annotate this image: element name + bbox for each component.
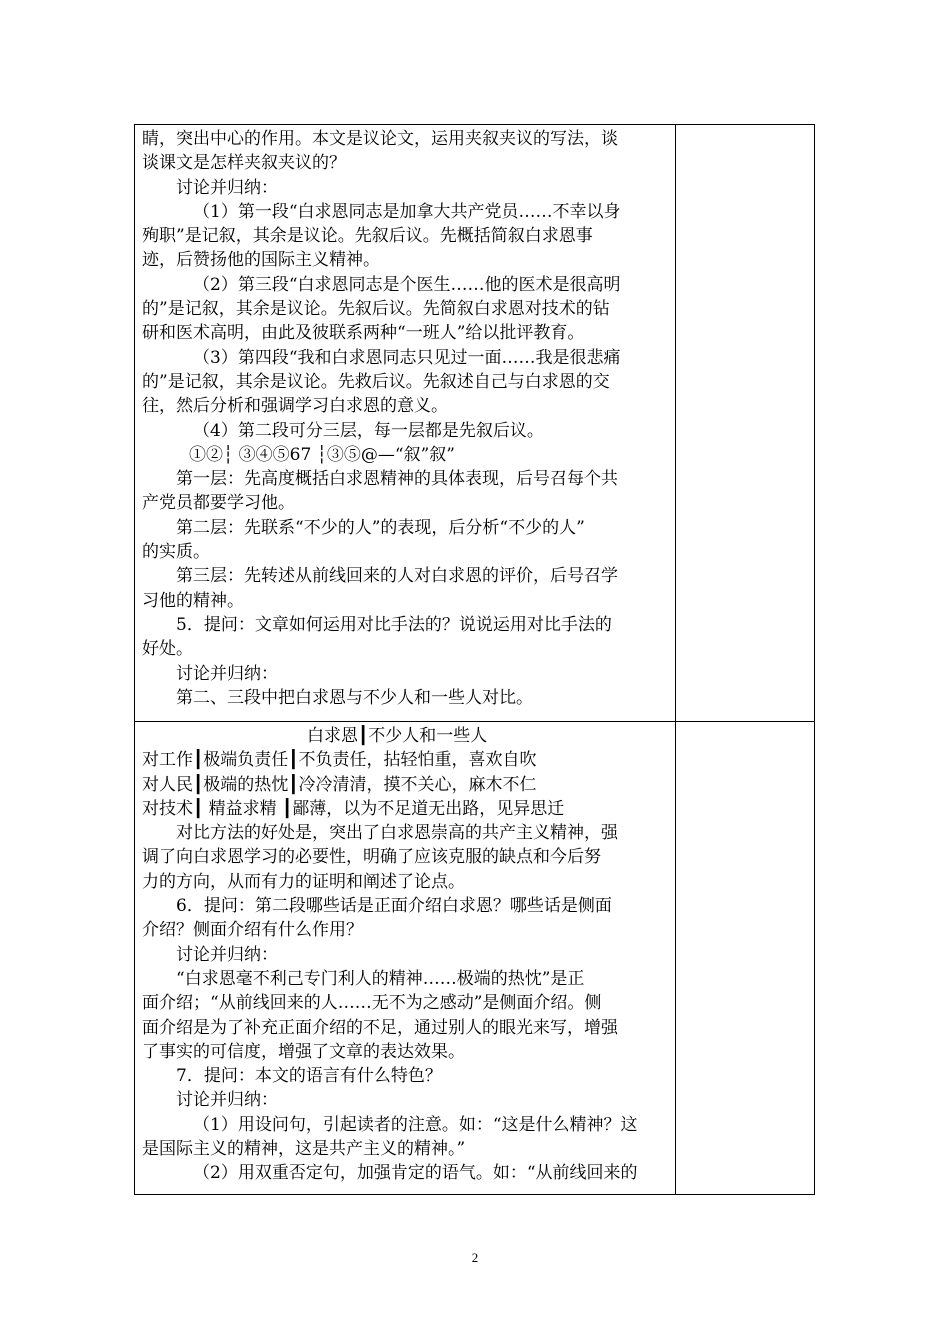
text-line: 对比方法的好处是，突出了白求恩崇高的共产主义精神，强	[176, 823, 618, 844]
text-line: （4）第二段可分三层，每一层都是先叙后议。	[193, 420, 544, 441]
text-line: 了事实的可信度，增强了文章的表达效果。	[142, 1041, 465, 1062]
text-line: 对人民┃极端的热忱┃冷冷清清，摸不关心，麻木不仁	[142, 774, 537, 795]
text-line: 研和医术高明，由此及彼联系两种“一班人”给以批评教育。	[142, 323, 585, 344]
text-line: 面介绍是为了补充正面介绍的不足，通过别人的眼光来写，增强	[142, 1017, 618, 1038]
text-line: 是国际主义的精神，这是共产主义的精神。”	[142, 1139, 466, 1160]
text-line: ①②┆ ③④⑤67 ┆③⑤@—“叙”叙”	[189, 444, 455, 465]
text-line: 谈课文是怎样夹叙夹议的？	[142, 153, 346, 174]
row-text	[135, 722, 675, 1186]
lesson-table	[134, 124, 815, 1195]
text-line: 白求恩┃不少人和一些人	[307, 726, 488, 746]
text-line: 的”是记叙，其余是议论。先救后议。先叙述自己与白求恩的交	[142, 371, 610, 392]
text-line: 力的方向，从而有力的证明和阐述了论点。	[142, 871, 465, 892]
text-line: （3）第四段“我和白求恩同志只见过一面……我是很悲痛	[193, 347, 621, 368]
text-line: 介绍？侧面介绍有什么作用？	[142, 920, 363, 941]
text-line: 的实质。	[142, 542, 210, 563]
table-row	[135, 125, 815, 722]
text-line: 面介绍；“从前线回来的人……无不为之感动”是侧面介绍。侧	[142, 993, 602, 1014]
text-line: 好处。	[142, 639, 193, 660]
text-line: 第三层：先转述从前线回来的人对白求恩的评价，后号召学	[176, 566, 618, 587]
text-line: （2）第三段“白求恩同志是个医生……他的医术是很高明	[193, 274, 621, 295]
notes-cell	[676, 722, 815, 1195]
text-line: “白求恩毫不利己专门利人的精神……极端的热忱”是正	[176, 968, 585, 989]
text-line: 迹，后赞扬他的国际主义精神。	[142, 250, 380, 271]
text-line: 第一层：先高度概括白求恩精神的具体表现，后号召每个共	[176, 469, 618, 490]
table-row	[135, 722, 815, 1195]
text-line: （1）用设问句，引起读者的注意。如：“这是什么精神？这	[193, 1114, 638, 1135]
text-line: 讨论并归纳：	[176, 1090, 278, 1111]
row-text	[135, 125, 675, 710]
text-line: 讨论并归纳：	[176, 663, 278, 684]
text-line: 产党员都要学习他。	[142, 493, 295, 514]
text-line: （1）第一段“白求恩同志是加拿大共产党员……不幸以身	[193, 201, 621, 222]
text-line: 习他的精神。	[142, 590, 244, 611]
text-line: 讨论并归纳：	[176, 944, 278, 965]
text-line: 讨论并归纳：	[176, 177, 278, 198]
text-line: 5．提问：文章如何运用对比手法的？说说运用对比手法的	[176, 614, 612, 635]
text-line: 7．提问：本文的语言有什么特色？	[176, 1066, 442, 1087]
text-line: 睛，突出中心的作用。本文是议论文，运用夹叙夹议的写法，谈	[142, 129, 618, 149]
notes-cell	[676, 125, 815, 722]
text-line: 调了向白求恩学习的必要性，明确了应该克服的缺点和今后努	[142, 847, 601, 868]
text-line: 对技术┃ 精益求精 ┃鄙薄，以为不足道无出路，见异思迁	[142, 798, 565, 819]
text-line: 往，然后分析和强调学习白求恩的意义。	[142, 396, 448, 417]
text-line: 对工作┃极端负责任┃不负责任，拈轻怕重，喜欢自吹	[142, 750, 537, 771]
page-number: 2	[471, 1250, 479, 1265]
text-line: （2）用双重否定句，加强肯定的语气。如：“从前线回来的	[193, 1163, 638, 1184]
text-line: 的”是记叙，其余是议论。先叙后议。先简叙白求恩对技术的钻	[142, 299, 610, 320]
main-content-cell	[135, 125, 676, 722]
text-line: 殉职”是记叙，其余是议论。先叙后议。先概括简叙白求恩事	[142, 226, 593, 247]
text-line: 第二、三段中把白求恩与不少人和一些人对比。	[176, 687, 533, 708]
main-content-cell	[135, 722, 676, 1195]
text-line: 6．提问：第二段哪些话是正面介绍白求恩？哪些话是侧面	[176, 896, 612, 917]
text-line: 第二层：先联系“不少的人”的表现，后分析“不少的人”	[176, 517, 585, 538]
